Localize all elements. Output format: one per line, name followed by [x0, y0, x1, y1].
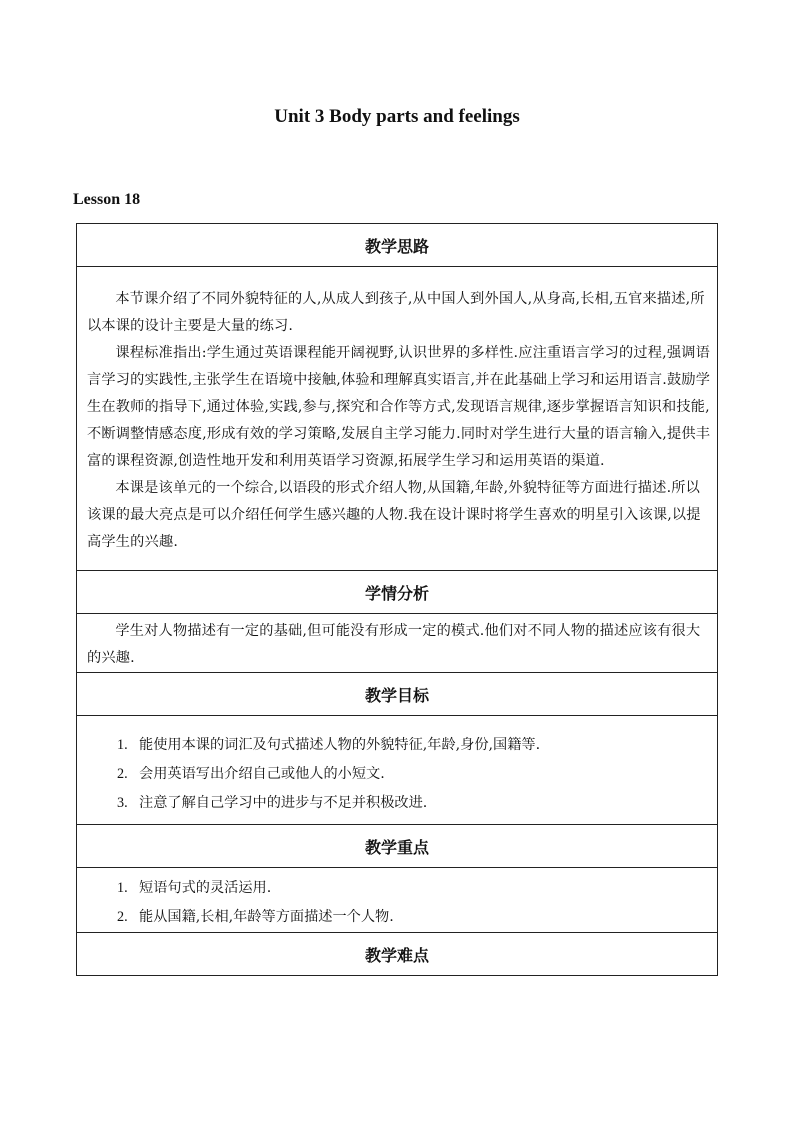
paragraph: 本课是该单元的一个综合,以语段的形式介绍人物,从国籍,年龄,外貌特征等方面进行描述.所以该课的最大亮点是可以介绍任何学生感兴趣的人物.我在设计课时将学生喜欢的明星引入该课,以提高学生的兴趣. — [87, 480, 701, 550]
list-item: 1. 能使用本课的词汇及句式描述人物的外貌特征,年龄,身份,国籍等. — [117, 737, 541, 753]
lesson-label: Lesson 18 — [73, 191, 141, 208]
list-item: 2. 能从国籍,长相,年龄等方面描述一个人物. — [117, 909, 394, 925]
key-points-list — [77, 874, 717, 932]
document-title: Unit 3 Body parts and feelings — [274, 106, 520, 127]
section-body-teaching-objectives — [77, 716, 718, 825]
section-heading-teaching-approach: 教学思路 — [77, 224, 718, 267]
section-heading-learner-analysis: 学情分析 — [77, 571, 718, 614]
lesson-plan-table — [76, 223, 718, 976]
section-body-key-points — [77, 868, 718, 933]
objectives-list — [77, 731, 717, 818]
section-heading-difficulties: 教学难点 — [77, 933, 718, 976]
list-item: 2. 会用英语写出介绍自己或他人的小短文. — [117, 766, 385, 782]
paragraph: 本节课介绍了不同外貌特征的人,从成人到孩子,从中国人到外国人,从身高,长相,五官来描述,所以本课的设计主要是大量的练习. — [87, 291, 705, 334]
paragraph: 课程标准指出:学生通过英语课程能开阔视野,认识世界的多样性.应注重语言学习的过程,强调语言学习的实践性,主张学生在语境中接触,体验和理解真实语言,并在此基础上学习和运用语言.鼓励学生在教师的指导下,通过体验,实践,参与,探究和合作等方式,发现语言规律,逐步掌握语言知识和技能,不断调整情感态度,形成有效的学习策略,发展自主学习能力.同时对学生进行大量的语言输入,提供丰富的课程资源,创造性地开发和利用英语学习资源,拓展学生学习和运用英语的渠道. — [87, 345, 711, 469]
section-body-teaching-approach — [77, 267, 718, 571]
list-item: 1. 短语句式的灵活运用. — [117, 880, 272, 896]
paragraph: 学生对人物描述有一定的基础,但可能没有形成一定的模式.他们对不同人物的描述应该有很大的兴趣. — [87, 623, 701, 666]
section-body-learner-analysis — [77, 614, 718, 673]
section-heading-key-points: 教学重点 — [77, 825, 718, 868]
list-item: 3. 注意了解自己学习中的进步与不足并积极改进. — [117, 795, 428, 811]
section-heading-teaching-objectives: 教学目标 — [77, 673, 718, 716]
